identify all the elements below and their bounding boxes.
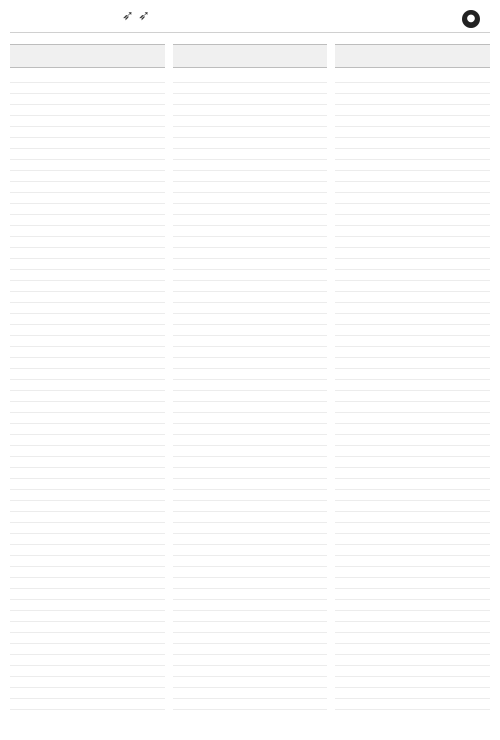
text-block [10, 72, 165, 718]
birds-icon: ➶ ➶ [122, 8, 150, 24]
brand [462, 8, 484, 29]
column-heading [335, 44, 490, 68]
column-middle [173, 38, 328, 718]
page-header [10, 6, 490, 33]
column-heading [10, 44, 165, 68]
page-footer [0, 718, 500, 734]
text-block [173, 72, 328, 718]
text-block [335, 72, 490, 718]
logo-icon: ● [462, 10, 480, 28]
column-left [10, 38, 165, 718]
content-body [10, 38, 490, 718]
column-right [335, 38, 490, 718]
column-heading [173, 44, 328, 68]
